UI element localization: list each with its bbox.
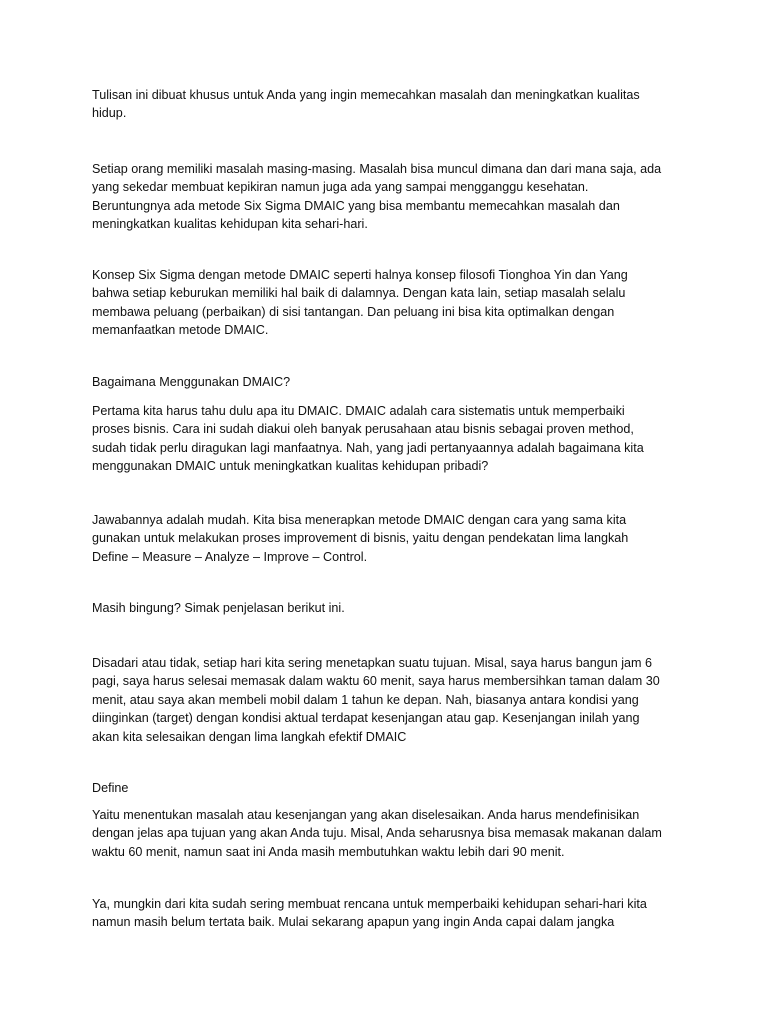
paragraph-intro: Tulisan ini dibuat khusus untuk Anda yang ingin memecahkan masalah dan meningkatkan kualitas hidup. — [92, 88, 640, 121]
paragraph-define: Yaitu menentukan masalah atau kesenjangan yang akan diselesaikan. Anda harus mendefinisikan dengan jelas apa tujuan yang akan Anda tuju. Misal, Anda seharusnya bisa memasak makanan dalam waktu 60 menit, namun saat ini Anda masih membutuhkan waktu lebih dari 90 menit. — [92, 808, 662, 859]
paragraph-goals-gap: Disadari atau tidak, setiap hari kita sering menetapkan suatu tujuan. Misal, saya harus bangun jam 6 pagi, saya harus selesai memasak dalam waktu 60 menit, saya harus membersihkan taman dalam 30 menit, atau saya akan membeli mobil dalam 1 tahun ke depan. Nah, biasanya antara kondisi yang diinginkan (target) dengan kondisi aktual terdapat kesenjangan atau gap. Kesenjangan inilah yang akan kita selesaikan dengan lima langkah efektif DMAIC — [92, 656, 660, 744]
heading-define: Define — [92, 781, 129, 795]
paragraph-what-is-dmaic: Pertama kita harus tahu dulu apa itu DMAIC. DMAIC adalah cara sistematis untuk memperbaiki proses bisnis. Cara ini sudah diakui oleh banyak perusahaan atau bisnis sebagai proven method, sudah tidak perlu diragukan lagi manfaatnya. Nah, yang jadi pertanyaannya adalah bagaimana kita menggunakan DMAIC untuk meningkatkan kualitas kehidupan pribadi? — [92, 404, 644, 474]
paragraph-plans: Ya, mungkin dari kita sudah sering membuat rencana untuk memperbaiki kehidupan sehari-hari kita namun masih belum tertata baik. Mulai sekarang apapun yang ingin Anda capai dalam jangka — [92, 897, 647, 930]
paragraph-still-confused: Masih bingung? Simak penjelasan berikut ini. — [92, 601, 345, 615]
heading-how-to-use-dmaic: Bagaimana Menggunakan DMAIC? — [92, 375, 291, 389]
paragraph-answer: Jawabannya adalah mudah. Kita bisa menerapkan metode DMAIC dengan cara yang sama kita gunakan untuk melakukan proses improvement di bisnis, yaitu dengan pendekatan lima langkah Define – Measure – Analyze – Improve – Control. — [92, 513, 629, 564]
paragraph-problems: Setiap orang memiliki masalah masing-masing. Masalah bisa muncul dimana dan dari mana saja, ada yang sekedar membuat kepikiran namun juga ada yang sampai mengganggu kesehatan. Beruntungnya ada metode Six Sigma DMAIC yang bisa membantu memecahkan masalah dan meningkatkan kualitas kehidupan kita sehari-hari. — [92, 162, 662, 232]
paragraph-six-sigma-concept: Konsep Six Sigma dengan metode DMAIC seperti halnya konsep filosofi Tionghoa Yin dan Yang bahwa setiap keburukan memiliki hal baik di dalamnya. Dengan kata lain, setiap masalah selalu membawa peluang (perbaikan) di sisi tantangan. Dan peluang ini bisa kita optimalkan dengan memanfaatkan metode DMAIC. — [92, 268, 628, 338]
